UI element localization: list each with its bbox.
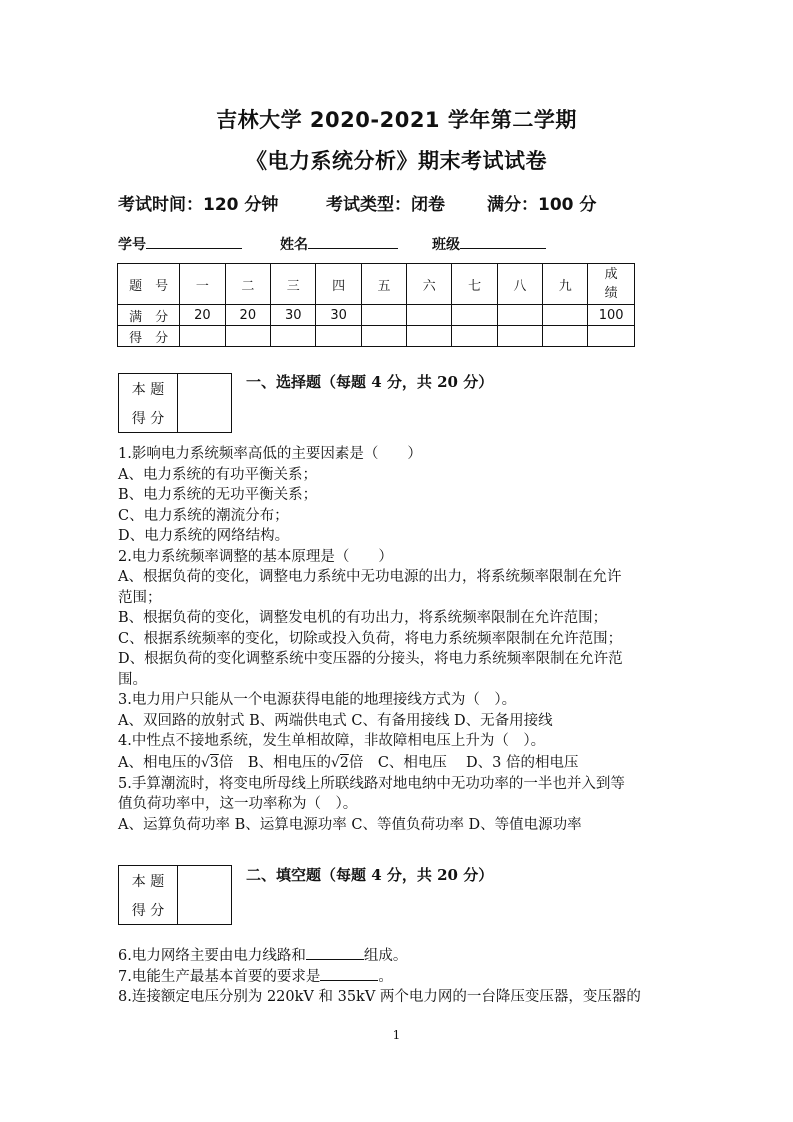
option-line: D、电力系统的网络结构。: [118, 528, 290, 544]
score-header-cell: 六: [407, 264, 452, 305]
section1-heading: 一、选择题（每题 4 分，共 20 分）: [246, 373, 494, 391]
section2-score-entry[interactable]: [177, 866, 231, 924]
earned-score-total[interactable]: [588, 326, 635, 347]
student-id-field[interactable]: [118, 234, 242, 254]
full-score-cell: [361, 305, 406, 326]
fill-question-7: 7.电能生产最基本首要的要求是 。: [118, 968, 393, 985]
score-box-label-1: 本 题: [131, 381, 165, 398]
earned-score-cell[interactable]: [225, 326, 270, 347]
score-box-label-2: 得 分: [131, 410, 165, 427]
name-blank[interactable]: [308, 234, 398, 249]
page-number: 1: [392, 1028, 401, 1042]
exam-title-line1: 吉林大学 2020-2021 学年第二学期: [216, 108, 577, 132]
sqrt2-expression: √2: [330, 754, 349, 771]
option-line: B、根据负荷的变化，调整发电机的有功出力，将系统频率限制在允许范围；: [118, 610, 608, 626]
score-header-cell: 题 号: [118, 264, 180, 305]
answer-blank[interactable]: [320, 967, 378, 981]
score-header-cell: 三: [271, 264, 316, 305]
section1-score-entry[interactable]: [177, 374, 231, 432]
earned-score-label: 得 分: [118, 326, 180, 347]
score-header-cell: 九: [543, 264, 588, 305]
full-score-cell: [543, 305, 588, 326]
name-field[interactable]: [280, 234, 398, 254]
exam-type: 考试类型：闭卷: [326, 195, 445, 215]
earned-score-cell[interactable]: [180, 326, 225, 347]
exam-time: 考试时间：120 分钟: [118, 195, 279, 215]
score-table-header-row: [118, 264, 635, 305]
option-line: C、根据系统频率的变化，切除或投入负荷，将电力系统频率限制在允许范围；: [118, 630, 623, 647]
score-box-label-1: 本 题: [131, 873, 165, 890]
full-score-cell: 20: [180, 305, 225, 326]
score-header-cell: 七: [452, 264, 497, 305]
exam-title-line2: 《电力系统分析》期末考试试卷: [246, 149, 547, 173]
score-header-cell: 五: [361, 264, 406, 305]
full-score-cell: 30: [316, 305, 361, 326]
full-score-cell: [497, 305, 542, 326]
full-score-label: 满 分: [118, 305, 180, 326]
earned-score-cell[interactable]: [543, 326, 588, 347]
earned-score-cell[interactable]: [271, 326, 316, 347]
full-score-cell: [407, 305, 452, 326]
class-field[interactable]: [432, 234, 546, 254]
q4-options-line: A、相电压的√3倍 B、相电压的√2倍 C、相电压 D、3 倍的相电压: [118, 754, 579, 771]
full-score-row: [118, 305, 635, 326]
option-line: A、运算负荷功率 B、运算电源功率 C、等值负荷功率 D、等值电源功率: [118, 816, 582, 833]
fill-question-6: 6.电力网络主要由电力线路和 组成。: [118, 948, 408, 964]
section1-questions: [118, 444, 678, 835]
earned-score-cell[interactable]: [316, 326, 361, 347]
fill-question-8: 8.连接额定电压分别为 220kV 和 35kV 两个电力网的一台降压变压器，变压器的: [118, 989, 641, 1005]
question-line: 值负荷功率中，这一功率称为（ ）。: [118, 796, 358, 812]
earned-score-cell[interactable]: [361, 326, 406, 347]
full-score: 满分：100 分: [487, 195, 597, 215]
option-line: A、双回路的放射式 B、两端供电式 C、有备用接线 D、无备用接线: [118, 712, 553, 729]
question-line: 2.电力系统频率调整的基本原理是（ ）: [118, 548, 393, 565]
full-score-cell: 20: [225, 305, 270, 326]
section1-score-box: [118, 373, 232, 433]
score-header-cell: 八: [497, 264, 542, 305]
option-line: C、电力系统的潮流分布；: [118, 507, 289, 524]
question-line: 4.中性点不接地系统，发生单相故障，非故障相电压上升为（ ）。: [118, 733, 546, 749]
option-line: 围。: [118, 671, 147, 688]
score-table: [117, 263, 635, 347]
answer-blank[interactable]: [306, 946, 364, 960]
full-score-cell: 30: [271, 305, 316, 326]
earned-score-cell[interactable]: [497, 326, 542, 347]
question-line: 1.影响电力系统频率高低的主要因素是（ ）: [118, 446, 422, 462]
full-score-cell: [452, 305, 497, 326]
score-header-cell: 一: [180, 264, 225, 305]
earned-score-row: [118, 326, 635, 347]
earned-score-cell[interactable]: [407, 326, 452, 347]
student-id-label: 学号: [118, 237, 146, 253]
earned-score-cell[interactable]: [452, 326, 497, 347]
class-blank[interactable]: [460, 234, 546, 249]
option-line: B、电力系统的无功平衡关系；: [118, 487, 318, 503]
score-header-total: 成绩: [588, 264, 635, 305]
full-score-total: 100: [588, 305, 635, 326]
section2-score-box: [118, 865, 232, 925]
class-label: 班级: [432, 237, 460, 253]
score-header-cell: 四: [316, 264, 361, 305]
option-line: A、根据负荷的变化，调整电力系统中无功电源的出力，将系统频率限制在允许: [118, 569, 622, 585]
name-label: 姓名: [280, 237, 308, 253]
student-id-blank[interactable]: [146, 234, 242, 249]
sqrt3-expression: √3: [200, 754, 219, 771]
question-line: 5.手算潮流时，将变电所母线上所联线路对地电纳中无功功率的一半也并入到等: [118, 775, 625, 792]
section2-heading: 二、填空题（每题 4 分，共 20 分）: [246, 866, 494, 884]
section2-questions: [118, 946, 678, 1008]
score-header-cell: 二: [225, 264, 270, 305]
option-line: 范围；: [118, 589, 162, 606]
option-line: D、根据负荷的变化调整系统中变压器的分接头，将电力系统频率限制在允许范: [118, 651, 623, 667]
question-line: 3.电力用户只能从一个电源获得电能的地理接线方式为（ ）。: [118, 692, 517, 708]
option-line: A、电力系统的有功平衡关系；: [118, 466, 317, 483]
score-box-label-2: 得 分: [131, 902, 165, 919]
